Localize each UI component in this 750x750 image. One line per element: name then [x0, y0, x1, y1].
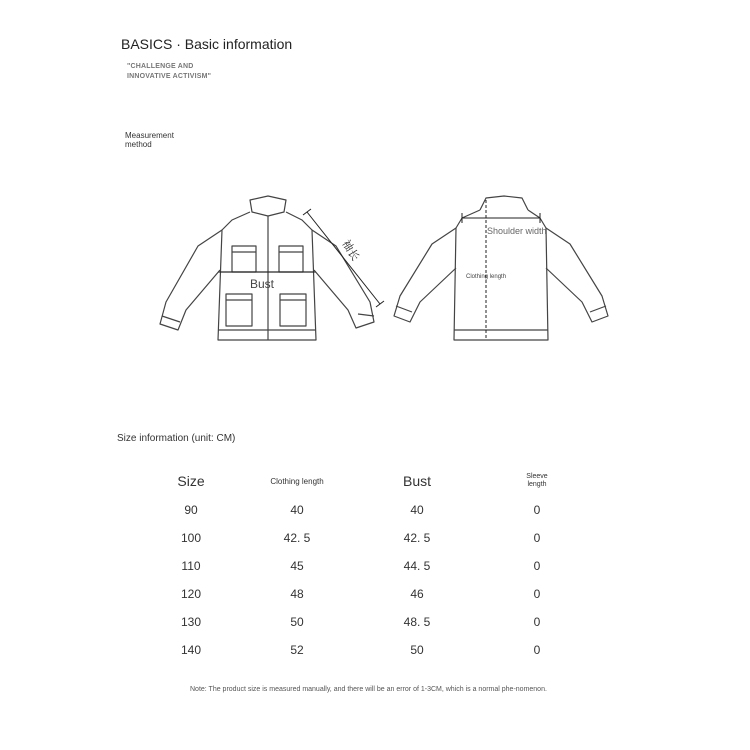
table-row — [150, 524, 602, 552]
sleeve-cell: 0 — [533, 559, 541, 573]
front-jacket-drawing — [160, 196, 374, 340]
front-measure-lines — [220, 209, 384, 307]
shoulder-width-label: Shoulder width — [487, 226, 547, 236]
sleeve-cell: 0 — [533, 643, 541, 657]
bust-cell: 42. 5 — [403, 531, 431, 545]
sleeve-header-line-1: Sleeve — [526, 473, 548, 480]
page-title: BASICS · Basic information — [121, 36, 293, 52]
bust-cell: 44. 5 — [403, 559, 431, 573]
size-cell: 90 — [184, 503, 198, 517]
clothing-length-cell: 40 — [290, 503, 304, 517]
sleeve-label: 袖长 — [339, 238, 362, 264]
measurement-label-line-1: Measurement — [125, 131, 174, 140]
sleeve-cell: 0 — [533, 531, 541, 545]
clothing-length-cell: 48 — [290, 587, 304, 601]
measurement-note: Note: The product size is measured manually, and there will be an error of 1-3CM, which is a normal phe-nomenon. — [190, 686, 547, 693]
back-measure-lines — [462, 200, 540, 340]
size-cell: 130 — [180, 615, 202, 629]
column-header-bust: Bust — [402, 473, 431, 489]
measurement-label-line-2: method — [125, 140, 152, 149]
size-info-heading: Size information (unit: CM) — [117, 433, 236, 444]
bust-cell: 40 — [410, 503, 424, 517]
table-row — [150, 580, 602, 608]
subtitle-line-2: INNOVATIVE ACTIVISM" — [127, 73, 212, 80]
size-cell: 100 — [180, 531, 202, 545]
clothing-length-cell: 50 — [290, 615, 304, 629]
table-row — [150, 552, 602, 580]
table-row — [150, 608, 602, 636]
size-cell: 110 — [181, 559, 201, 573]
clothing-length-cell: 45 — [290, 559, 304, 573]
bust-label: Bust — [250, 277, 275, 291]
bust-cell: 48. 5 — [403, 615, 431, 629]
clothing-length-label: Clothing length — [466, 274, 507, 280]
column-header-size: Size — [177, 473, 205, 489]
table-row — [150, 496, 602, 524]
sleeve-cell: 0 — [533, 503, 541, 517]
sleeve-cell: 0 — [533, 587, 541, 601]
size-cell: 140 — [180, 643, 202, 657]
bust-cell: 46 — [410, 587, 424, 601]
clothing-length-cell: 52 — [290, 643, 304, 657]
column-header-sleeve-length — [472, 466, 602, 496]
column-header-clothing-length: Clothing length — [270, 476, 324, 486]
sleeve-header-line-2: length — [527, 481, 547, 488]
size-cell: 120 — [180, 587, 202, 601]
size-table — [150, 466, 602, 664]
sleeve-measure-line — [307, 212, 380, 304]
sleeve-cell: 0 — [533, 615, 541, 629]
subtitle-line-1: "CHALLENGE AND — [127, 63, 194, 70]
table-header-row — [150, 466, 602, 496]
clothing-length-cell: 42. 5 — [283, 531, 311, 545]
table-row — [150, 636, 602, 664]
bust-cell: 50 — [410, 643, 424, 657]
